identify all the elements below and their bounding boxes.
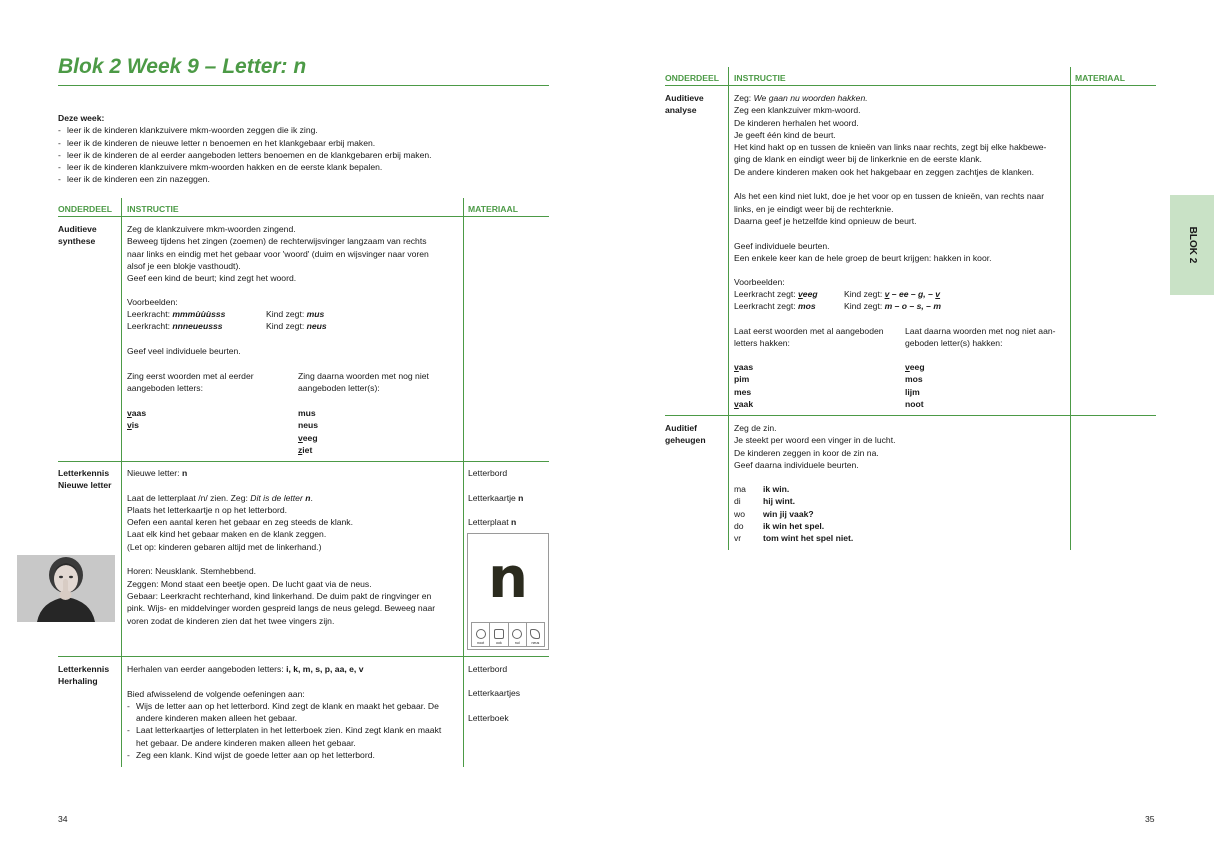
blok-tab-label: BLOK 2 [1187,226,1199,264]
instruction-line: pink. Wijs- en middelvinger worden gespreid langs de neus gelegd. Beweeg naar [127,603,436,614]
week-goals-heading: Deze week: [58,113,105,123]
day-label: do [734,520,744,531]
instruction-line: Geef een kind de beurt; kind zegt het woord. [127,273,297,284]
title-rule [58,85,549,86]
synthese-words-known [127,407,146,432]
material-letterkaartjes: Letterkaartjes [468,688,521,698]
exercise-item [127,700,461,725]
word-rest: neus [298,420,319,431]
text-part: Nieuwe letter: [127,468,182,478]
instruction-line: (Let op: kinderen gebaren altijd met de linkerhand.) [127,541,322,552]
word-rest: pim [734,374,750,385]
synthese-col-a-heading [127,370,254,395]
instruction-line: Zeg een klankzuiver mkm-woord. [734,105,861,116]
sentence-item: win jij vaak? [763,508,814,519]
instruction-line: De andere kinderen maken ook het hakgebaar en zeggen zachtjes de klanken. [734,166,1035,177]
material-letterbord: Letterbord [468,664,508,674]
instruction-line: alsof je een blokje vasthoudt). [127,260,241,271]
example-word: nnneueusss [172,321,223,331]
text-part: Laat de letterplaat /n/ zien. Zeg: [127,492,251,503]
underlined-letter: v [127,420,132,431]
column-divider [728,67,729,550]
week-goal-item: - leer ik de kinderen een zin nazeggen. [58,173,538,185]
label-line: Letterkennis [58,468,110,478]
table-header-rule [665,85,1156,86]
synthese-instructions [127,223,461,284]
text-part: n [511,517,517,527]
heading-line: aangeboden letter(s): [298,383,380,394]
header-instructie: INSTRUCTIE [734,73,786,83]
nose-icon [530,629,540,639]
example-word: mmmùùùsss [172,309,226,319]
word-rest: eeg [302,432,318,443]
row-rule [58,461,549,462]
column-divider [1070,67,1071,550]
icon-caption: ook [495,641,502,645]
example-word: mos [798,301,816,311]
instruction-line: Zeg de klankzuivere mkm-woorden zingend. [127,224,296,234]
header-onderdeel: ONDERDEEL [58,204,112,214]
label-line: synthese [58,236,96,247]
instruction-line: Gebaar: Leerkracht rechterhand, kind linkerhand. De duim pakt de ringvinger en [127,590,432,601]
analyse-instructions [734,92,1068,289]
instruction-line: Oefen een aantal keren het gebaar en zeg steeds de klank. [127,517,353,528]
example-word: eeg [802,289,818,299]
text-part: n [305,492,311,503]
text-part: n [518,493,524,503]
word-rest: iet [302,444,313,455]
word-rest: eeg [909,362,925,372]
header-materiaal: MATERIAAL [468,204,518,214]
day-label: wo [734,508,745,519]
synthese-words-new [298,407,318,456]
spacer [127,553,461,565]
label-line: Auditieve [58,224,97,234]
word-item [298,432,318,444]
word-item [298,444,318,456]
day-label: di [734,496,741,507]
analyse-example-teacher [734,300,816,312]
instruction-line: De kinderen zeggen in koor de zin na. [734,447,879,458]
letter-card [467,533,549,650]
instruction-line [127,663,461,675]
sentence-item: hij wint. [763,496,795,507]
analyse-example-child [844,300,941,312]
instruction-line: Plaats het letterkaartje n op het letterbord. [127,504,288,515]
row-rule [58,656,549,657]
synthese-many-turns: Geef veel individuele beurten. [127,346,241,356]
text-part: Laat letterkaartjes of letterplaten in het letterboek zien. Kind zegt klank en maakt [136,725,442,736]
instruction-line: Voorbeelden: [734,277,785,288]
sentence-item: ik win. [763,484,790,494]
column-divider [463,198,464,767]
instruction-line: Het kind hakt op en tussen de knieën van links naar rechts, zegt bij elke hakbewe- [734,142,1047,153]
word-item [734,373,753,385]
example-word: m – o – s, – m [884,301,941,311]
label-line: Nieuwe letter [58,480,112,491]
word-rest: aas [131,408,147,418]
person-icon [494,629,504,639]
underlined-letter: v [127,408,132,418]
header-instructie: INSTRUCTIE [127,204,179,214]
nieuw-instructions [127,467,461,627]
text-part: Zeg: [734,93,754,103]
spacer [127,479,461,491]
word-item [127,407,146,419]
instruction-line: Geef individuele beurten. [734,240,830,251]
example-prefix: Leerkracht: [127,309,173,319]
section-label-synthese [58,223,97,248]
text-part: Herhalen van eerder aangeboden letters: [127,664,287,674]
example-prefix: Kind zegt: [266,321,307,331]
word-rest: aak [738,398,754,409]
sentence-item: tom wint het spel niet. [763,533,854,544]
geheugen-instructions [734,422,1068,471]
analyse-example-teacher [734,288,818,300]
example-prefix: Leerkracht: [127,321,173,331]
herhaling-instructions [127,663,461,761]
page-number-right: 35 [1145,814,1155,824]
sentence-days [734,483,746,544]
section-label-herhaling [58,663,109,688]
icon-cell-noot [471,622,489,647]
synthese-col-b-heading [298,370,429,395]
label-line: Auditieve [665,93,704,103]
heading-line: geboden letter(s) hakken: [905,338,1003,349]
synthese-example-teacher [127,320,223,332]
zero-icon [512,629,522,639]
example-word: mus [306,309,325,319]
table-header-rule [58,216,549,217]
instruction-line [734,92,1068,104]
heading-line: letters hakken: [734,338,790,349]
label-line: Herhaling [58,676,98,687]
blok-tab [1170,195,1214,295]
instruction-line: Laat elk kind het gebaar maken en de klank zeggen. [127,529,327,540]
label-line: Auditief [665,423,697,433]
letter-card-icons [471,622,545,647]
underlined-letter: v [298,432,303,443]
icon-cell-nul [508,622,526,647]
word-rest: noot [905,398,924,409]
header-onderdeel: ONDERDEEL [665,73,719,83]
material-letterplaat [468,516,516,528]
example-prefix: Kind zegt: [266,309,307,319]
instruction-line [127,467,461,479]
text-part: Letterkaartje [468,493,519,503]
day-label: vr [734,533,742,544]
section-label-geheugen [665,422,706,447]
sentence-list [763,483,853,544]
week-goal-item: - leer ik de kinderen de al eerder aangeboden letters benoemen en de klankgebaren erbij maken. [58,149,538,161]
icon-cell-neus [526,622,545,647]
underlined-letter: v [734,398,739,409]
text-part: Letterplaat [468,517,511,527]
example-prefix: Leerkracht zegt: [734,289,799,299]
instruction-line: Zeggen: Mond staat een beetje open. De lucht gaat via de neus. [127,578,372,589]
word-item [905,386,925,398]
page-title: Blok 2 Week 9 – Letter: n [58,55,307,78]
underlined-letter: v [905,362,910,372]
text-part: Zeg een klank. Kind wijst de goede letter aan op het letterbord. [136,750,375,761]
gesture-photo [17,555,115,622]
header-materiaal: MATERIAAL [1075,73,1125,83]
text-part: i, k, m, s, p, aa, e, v [286,664,364,674]
instruction-line: voren zodat de kinderen zien dat het twee vingers zijn. [127,615,335,626]
example-word: – ee – g, – [889,289,936,299]
spacer [734,264,1068,276]
word-item [905,398,925,410]
exercise-item [127,724,461,749]
underlined-letter: z [298,444,303,455]
icon-cell-ook [489,622,507,647]
text-part: Dit is de letter [250,492,306,503]
word-item [298,407,318,419]
word-item [905,373,925,385]
instruction-line: Daarna geef je hetzelfde kind opnieuw de beurt. [734,215,917,226]
week-goal-item: - leer ik de kinderen klankzuivere mkm-woorden hakken en de eerste klank bepalen. [58,161,538,173]
instruction-line: Bied afwisselend de volgende oefeningen aan: [127,688,305,699]
instruction-line: Je steekt per woord een vinger in de lucht. [734,435,896,446]
instruction-line: De kinderen herhalen het woord. [734,117,859,128]
column-divider [121,198,122,767]
label-line: Letterkennis [58,664,110,674]
word-rest: lijm [905,386,920,397]
example-word: neus [306,321,327,331]
word-item [127,419,146,431]
instruction-line: Een enkele keer kan de hele groep de beurt krijgen: hakken in koor. [734,252,992,263]
word-item [734,361,753,373]
nut-icon [476,629,486,639]
example-word: v [884,289,890,299]
word-rest: is [131,420,139,431]
instruction-line: naar links en eindig met het gebaar voor 'woord' (duim en wijsvinger naar voren [127,248,429,259]
synthese-example-child [266,320,327,332]
analyse-col-a-heading [734,325,884,350]
word-item [298,419,318,431]
underlined-letter: v [734,362,739,372]
instruction-line: Geef daarna individuele beurten. [734,459,859,470]
woman-gesture-icon [17,555,115,622]
text-part: . [310,492,313,503]
heading-line: Laat eerst woorden met al aangeboden [734,326,884,336]
example-word: v [798,289,803,299]
analyse-example-child [844,288,940,300]
instruction-line: links, en je eindigt weer bij de rechterknie. [734,203,894,214]
label-line: analyse [665,105,697,116]
synthese-example-teacher [127,308,225,320]
instruction-line [127,492,461,504]
row-rule [665,415,1156,416]
week-goals [58,112,538,186]
heading-line: Laat daarna woorden met nog niet aan- [905,326,1056,336]
instruction-line: Horen: Neusklank. Stemhebbend. [127,566,256,577]
word-item [734,398,753,410]
text-part: Wijs de letter aan op het letterbord. Kind zegt de klank en maakt het gebaar. De [136,700,439,711]
material-letterkaartje [468,492,523,504]
analyse-words-new [905,361,925,410]
text-part: n [181,468,188,478]
analyse-words-known [734,361,753,410]
example-word: v [935,289,941,299]
analyse-col-b-heading [905,325,1056,350]
day-label: ma [734,484,746,494]
text-part: het gebaar. De andere kinderen maken alleen het gebaar. [136,737,356,748]
word-rest: mos [905,374,923,385]
material-letterbord: Letterbord [468,468,508,478]
word-item [905,361,925,373]
week-goal-item: - leer ik de kinderen klankzuivere mkm-woorden zeggen die ik zing. [58,124,538,136]
example-prefix: Kind zegt: [844,301,885,311]
word-item [734,386,753,398]
word-rest: mes [734,386,752,397]
heading-line: Zing daarna woorden met nog niet [298,371,429,381]
icon-caption: neus [531,641,540,645]
instruction-line: ging de klank en eindigt weer bij de linkerknie en de eerste klank. [734,154,982,165]
text-part: andere kinderen maken alleen het gebaar. [136,713,298,724]
instruction-line: Als het een kind niet lukt, doe je het voor op en tussen de knieën, van rechts naar [734,191,1045,202]
example-prefix: Leerkracht zegt: [734,301,799,311]
text-part: We gaan nu woorden hakken. [753,93,868,103]
word-rest: aas [738,362,754,372]
spacer [734,178,1068,190]
instruction-line: Je geeft één kind de beurt. [734,129,836,140]
synthese-examples-label: Voorbeelden: [127,297,178,307]
spacer [734,227,1068,239]
instruction-line: Zeg de zin. [734,423,777,433]
sentence-item: ik win het spel. [763,520,825,531]
spacer [127,675,461,687]
instruction-line: Beweeg tijdens het zingen (zoemen) de rechterwijsvinger langzaam van rechts [127,236,427,247]
heading-line: Zing eerst woorden met al eerder [127,371,254,381]
icon-caption: noot [477,641,485,645]
synthese-example-child [266,308,324,320]
week-goal-item: - leer ik de kinderen de nieuwe letter n benoemen en het klankgebaar erbij maken. [58,137,538,149]
material-letterboek: Letterboek [468,713,509,723]
section-label-nieuwe-letter [58,467,112,492]
section-label-analyse [665,92,704,117]
page-number-left: 34 [58,814,68,824]
exercise-item [127,749,461,761]
letter-card-letter: n [488,546,528,611]
label-line: geheugen [665,435,706,446]
heading-line: aangeboden letters: [127,383,203,394]
example-prefix: Kind zegt: [844,289,885,299]
icon-caption: nul [514,641,520,645]
word-rest: mus [298,408,316,418]
